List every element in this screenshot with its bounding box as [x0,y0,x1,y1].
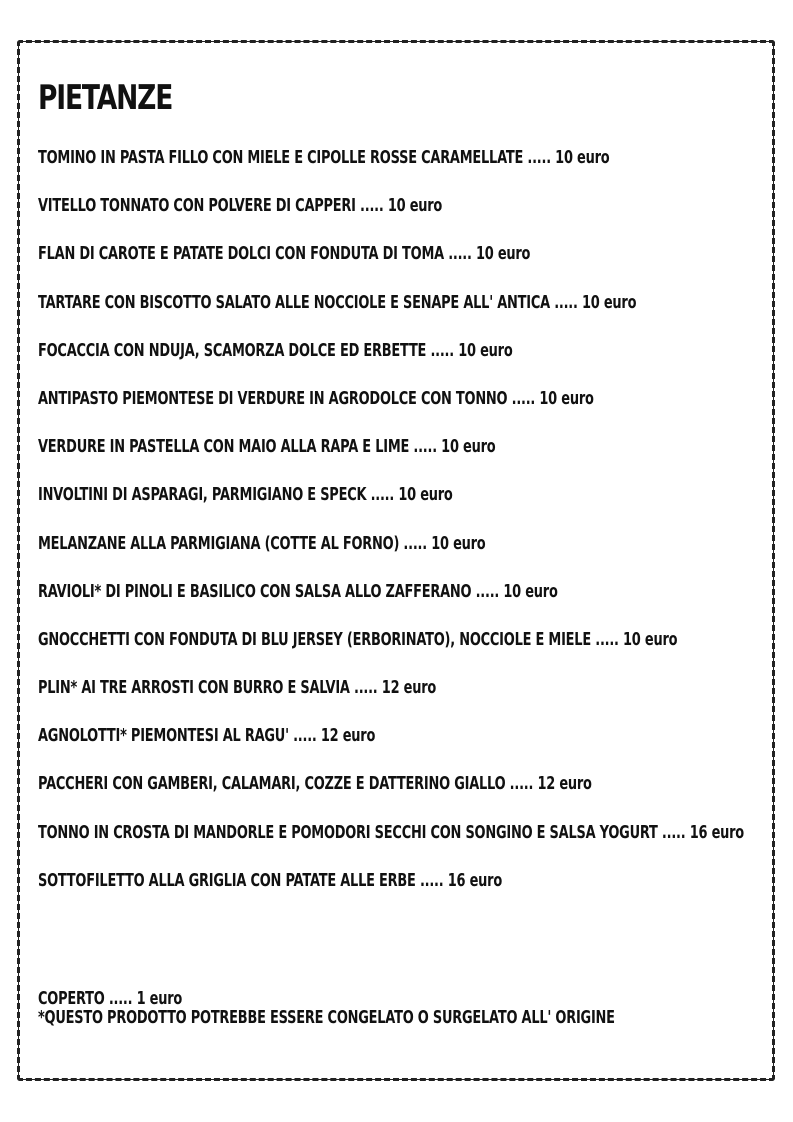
menu-item [38,582,793,630]
menu-item-text: SOTTOFILETTO ALLA GRIGLIA CON PATATE ALLE ERBE ..... 16 euro [38,870,503,891]
menu-footer [38,989,793,1027]
cover-charge-line [38,989,793,1008]
menu-item-text: VITELLO TONNATO CON POLVERE DI CAPPERI ..... 10 euro [38,196,443,217]
menu-item [38,774,793,822]
menu-list [38,148,793,919]
menu-item [38,678,793,726]
menu-item-text: RAVIOLI* DI PINOLI E BASILICO CON SALSA ALLO ZAFFERANO ..... 10 euro [38,581,558,602]
menu-item [38,871,793,919]
menu-title: PIETANZE [38,78,173,118]
menu-item-text: INVOLTINI DI ASPARAGI, PARMIGIANO E SPECK ..... 10 euro [38,485,453,506]
menu-item-text: GNOCCHETTI CON FONDUTA DI BLU JERSEY (ERBORINATO), NOCCIOLE E MIELE ..... 10 euro [38,629,678,650]
menu-item-text: PLIN* AI TRE ARROSTI CON BURRO E SALVIA ..... 12 euro [38,678,437,699]
menu-item [38,534,793,582]
cover-charge-text: COPERTO ..... 1 euro [38,989,183,1009]
menu-item [38,293,793,341]
menu-item [38,389,793,437]
menu-item-text: PACCHERI CON GAMBERI, CALAMARI, COZZE E DATTERINO GIALLO ..... 12 euro [38,774,592,795]
menu-item-text: FLAN DI CAROTE E PATATE DOLCI CON FONDUTA DI TOMA ..... 10 euro [38,244,531,265]
menu-item [38,148,793,196]
menu-item [38,341,793,389]
menu-item-text: VERDURE IN PASTELLA CON MAIO ALLA RAPA E LIME ..... 10 euro [38,437,496,458]
menu-item-text: TOMINO IN PASTA FILLO CON MIELE E CIPOLLE ROSSE CARAMELLATE ..... 10 euro [38,148,610,168]
frozen-note-line [38,1008,793,1027]
menu-item [38,726,793,774]
menu-item [38,196,793,244]
menu-item [38,630,793,678]
menu-item-text: MELANZANE ALLA PARMIGIANA (COTTE AL FORNO) ..... 10 euro [38,533,486,554]
menu-item [38,437,793,485]
menu-item [38,244,793,292]
menu-item [38,485,793,533]
menu-item-text: FOCACCIA CON NDUJA, SCAMORZA DOLCE ED ERBETTE ..... 10 euro [38,340,513,361]
menu-item-text: TONNO IN CROSTA DI MANDORLE E POMODORI SECCHI CON SONGINO E SALSA YOGURT ..... 16 euro [38,822,744,843]
menu-item [38,823,793,871]
menu-item-text: ANTIPASTO PIEMONTESE DI VERDURE IN AGRODOLCE CON TONNO ..... 10 euro [38,388,594,409]
menu-item-text: AGNOLOTTI* PIEMONTESI AL RAGU' ..... 12 euro [38,726,376,747]
menu-item-text: TARTARE CON BISCOTTO SALATO ALLE NOCCIOLE E SENAPE ALL' ANTICA ..... 10 euro [38,292,637,313]
frozen-note-text: *QUESTO PRODOTTO POTREBBE ESSERE CONGELATO O SURGELATO ALL' ORIGINE [38,1008,615,1028]
